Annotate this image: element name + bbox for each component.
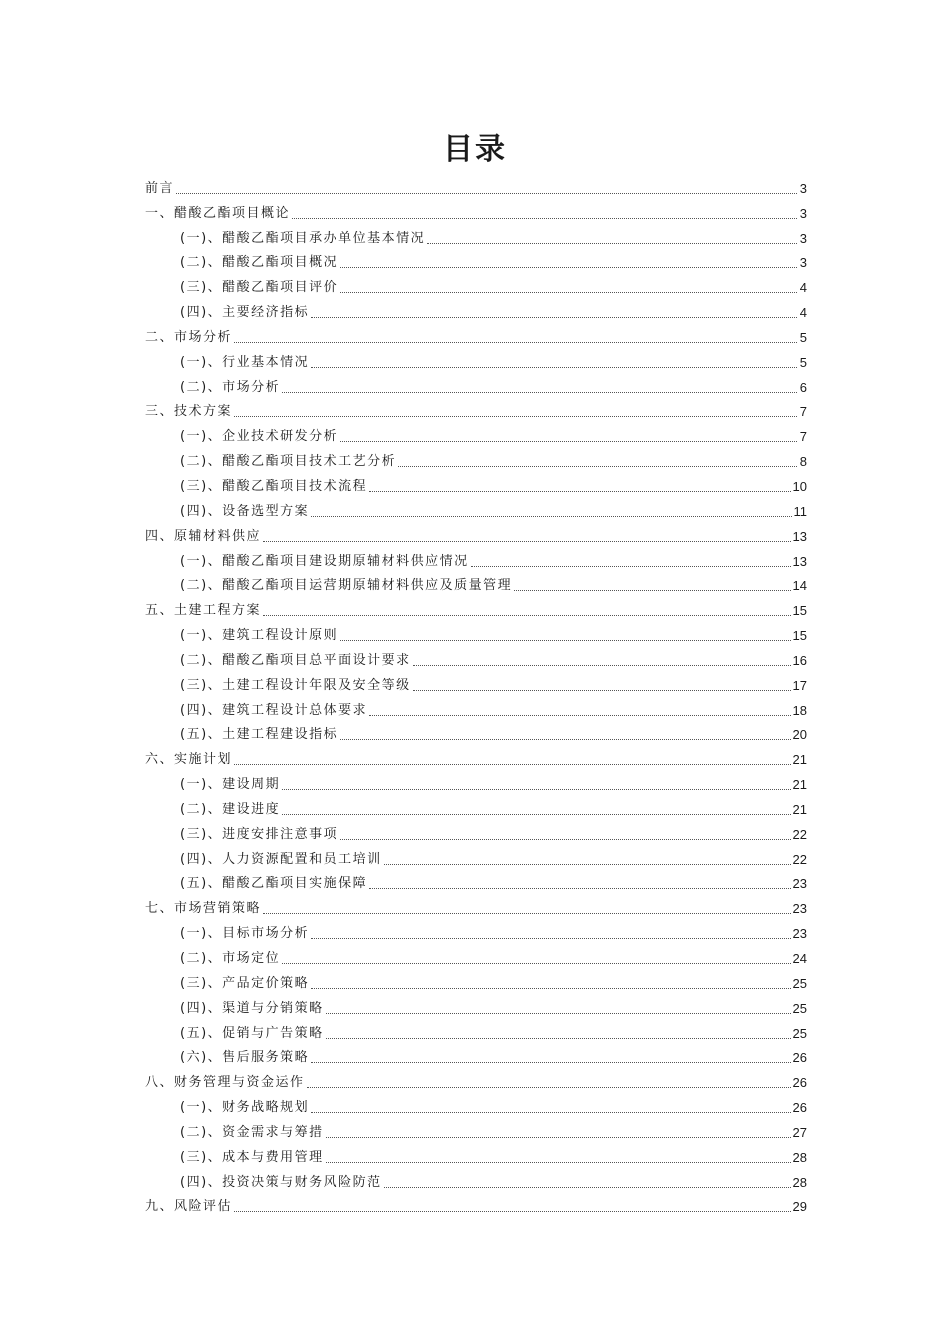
toc-section-entry[interactable]	[145, 745, 807, 770]
toc-dot-leader	[311, 515, 791, 517]
toc-page-number: 8	[799, 454, 807, 470]
toc-page-number: 5	[799, 329, 807, 345]
toc-page-number: 4	[799, 305, 807, 321]
toc-dot-leader	[234, 415, 797, 417]
toc-dot-leader	[176, 192, 797, 194]
toc-dot-leader	[471, 565, 791, 567]
toc-dot-leader	[282, 962, 790, 964]
toc-section-entry[interactable]	[145, 1193, 807, 1218]
toc-entry-label: (二)、醋酸乙酯项目运营期原辅材料供应及质量管理	[180, 578, 513, 594]
toc-entry-label: (二)、建设进度	[180, 801, 281, 817]
toc-entry-label: (五)、醋酸乙酯项目实施保障	[180, 876, 368, 892]
toc-subsection-entry[interactable]	[145, 770, 807, 795]
toc-page-number: 15	[792, 628, 807, 644]
toc-entry-label: (二)、市场定位	[180, 951, 281, 966]
toc-page-number: 25	[792, 975, 807, 991]
toc-page-number: 29	[792, 1199, 807, 1215]
toc-dot-leader	[311, 937, 790, 939]
toc-page-number: 3	[799, 205, 807, 221]
toc-subsection-entry[interactable]	[145, 944, 807, 969]
toc-subsection-entry[interactable]	[145, 497, 807, 522]
toc-entry-label: (二)、醋酸乙酯项目概况	[180, 255, 339, 271]
toc-page-number: 21	[792, 801, 807, 817]
toc-subsection-entry[interactable]	[145, 845, 807, 870]
toc-dot-leader	[384, 863, 791, 865]
toc-page-number: 22	[792, 826, 807, 842]
toc-subsection-entry[interactable]	[145, 1093, 807, 1118]
toc-entry-label: (二)、醋酸乙酯项目技术工艺分析	[180, 454, 397, 470]
toc-subsection-entry[interactable]	[145, 671, 807, 696]
toc-subsection-entry[interactable]	[145, 721, 807, 746]
toc-dot-leader	[307, 1086, 791, 1088]
toc-dot-leader	[282, 813, 790, 815]
toc-dot-leader	[234, 763, 791, 765]
toc-entry-label: (二)、醋酸乙酯项目总平面设计要求	[180, 652, 411, 668]
toc-subsection-entry[interactable]	[145, 249, 807, 274]
toc-entry-label: 九、风险评估	[145, 1199, 233, 1215]
toc-dot-leader	[340, 440, 797, 442]
toc-subsection-entry[interactable]	[145, 348, 807, 373]
toc-page-number: 25	[792, 1025, 807, 1041]
toc-section-entry[interactable]	[145, 174, 807, 199]
toc-dot-leader	[340, 266, 797, 268]
toc-subsection-entry[interactable]	[145, 447, 807, 472]
toc-entry-label: (四)、投资决策与财务风险防范	[180, 1174, 382, 1190]
toc-entry-label: 二、市场分析	[145, 329, 233, 345]
toc-subsection-entry[interactable]	[145, 621, 807, 646]
toc-page-number: 23	[792, 901, 807, 917]
toc-subsection-entry[interactable]	[145, 224, 807, 249]
toc-dot-leader	[340, 291, 797, 293]
toc-entry-label: (四)、人力资源配置和员工培训	[180, 851, 382, 867]
toc-dot-leader	[369, 714, 790, 716]
toc-page-number: 15	[792, 603, 807, 619]
toc-dot-leader	[234, 1210, 791, 1212]
toc-entry-label: (五)、土建工程建设指标	[180, 727, 339, 743]
toc-entry-label: (一)、建设周期	[180, 777, 281, 793]
toc-entry-label: (二)、资金需求与筹措	[180, 1124, 324, 1140]
toc-entry-label: (三)、醋酸乙酯项目评价	[180, 280, 339, 296]
toc-subsection-entry[interactable]	[145, 646, 807, 671]
toc-subsection-entry[interactable]	[145, 547, 807, 572]
toc-dot-leader	[234, 341, 797, 343]
toc-page-number: 16	[792, 652, 807, 668]
toc-page-number: 4	[799, 280, 807, 296]
toc-page-number: 21	[792, 752, 807, 768]
toc-page-number: 14	[792, 578, 807, 594]
toc-page-number: 18	[792, 702, 807, 718]
toc-subsection-entry[interactable]	[145, 373, 807, 398]
toc-subsection-entry[interactable]	[145, 969, 807, 994]
toc-page-number: 3	[799, 230, 807, 246]
toc-page-number: 3	[799, 255, 807, 271]
toc-page-number: 26	[792, 1100, 807, 1116]
toc-dot-leader	[263, 540, 791, 542]
toc-entry-label: 六、实施计划	[145, 752, 233, 768]
toc-dot-leader	[340, 838, 790, 840]
toc-page-number: 28	[792, 1174, 807, 1190]
toc-page-number: 22	[792, 851, 807, 867]
toc-entry-label: 八、财务管理与资金运作	[145, 1075, 305, 1091]
toc-page-number: 20	[792, 727, 807, 743]
toc-dot-leader	[384, 1186, 791, 1188]
toc-page-number: 26	[792, 1075, 807, 1091]
toc-page-number: 3	[799, 180, 807, 196]
toc-entry-label: (一)、企业技术研发分析	[180, 429, 339, 445]
toc-dot-leader	[311, 1061, 790, 1063]
toc-page-number: 23	[792, 926, 807, 942]
toc-page-number: 7	[799, 429, 807, 445]
toc-page-number: 24	[792, 951, 807, 966]
toc-entry-label: 七、市场营销策略	[145, 901, 262, 917]
toc-dot-leader	[413, 664, 791, 666]
toc-list	[145, 174, 807, 1217]
toc-entry-label: 三、技术方案	[145, 404, 233, 420]
toc-page-number: 13	[792, 528, 807, 544]
toc-entry-label: (四)、设备选型方案	[180, 503, 310, 519]
toc-subsection-entry[interactable]	[145, 1143, 807, 1168]
toc-section-entry[interactable]	[145, 894, 807, 919]
toc-dot-leader	[369, 887, 790, 889]
toc-dot-leader	[326, 1012, 791, 1014]
toc-dot-leader	[514, 589, 790, 591]
toc-subsection-entry[interactable]	[145, 422, 807, 447]
toc-entry-label: (一)、目标市场分析	[180, 926, 310, 942]
toc-subsection-entry[interactable]	[145, 273, 807, 298]
toc-subsection-entry[interactable]	[145, 919, 807, 944]
toc-entry-label: 四、原辅材料供应	[145, 528, 262, 544]
toc-section-entry[interactable]	[145, 522, 807, 547]
toc-subsection-entry[interactable]	[145, 572, 807, 597]
toc-subsection-entry[interactable]	[145, 820, 807, 845]
toc-page-number: 6	[799, 379, 807, 395]
toc-section-entry[interactable]	[145, 596, 807, 621]
toc-entry-label: (一)、建筑工程设计原则	[180, 628, 339, 644]
toc-entry-label: (三)、醋酸乙酯项目技术流程	[180, 478, 368, 494]
toc-dot-leader	[326, 1136, 791, 1138]
toc-section-entry[interactable]	[145, 199, 807, 224]
toc-dot-leader	[311, 987, 790, 989]
toc-section-entry[interactable]	[145, 323, 807, 348]
toc-page-number: 7	[799, 404, 807, 420]
toc-dot-leader	[282, 391, 797, 393]
toc-entry-label: (三)、进度安排注意事项	[180, 826, 339, 842]
toc-entry-label: (六)、售后服务策略	[180, 1050, 310, 1066]
toc-section-entry[interactable]	[145, 1068, 807, 1093]
toc-title: 目录	[443, 132, 507, 167]
toc-entry-label: (四)、建筑工程设计总体要求	[180, 702, 368, 718]
toc-dot-leader	[427, 242, 797, 244]
toc-subsection-entry[interactable]	[145, 1168, 807, 1193]
toc-subsection-entry[interactable]	[145, 1044, 807, 1069]
toc-entry-label: (四)、渠道与分销策略	[180, 1000, 324, 1016]
toc-dot-leader	[282, 788, 790, 790]
toc-dot-leader	[263, 912, 791, 914]
toc-page-number: 27	[792, 1124, 807, 1140]
toc-entry-label: 五、土建工程方案	[145, 603, 262, 619]
toc-entry-label: 前言	[145, 180, 175, 196]
toc-entry-label: (五)、促销与广告策略	[180, 1025, 324, 1041]
toc-page-number: 26	[792, 1050, 807, 1066]
toc-dot-leader	[340, 738, 790, 740]
toc-subsection-entry[interactable]	[145, 1118, 807, 1143]
toc-entry-label: (一)、醋酸乙酯项目建设期原辅材料供应情况	[180, 553, 469, 569]
toc-subsection-entry[interactable]	[145, 870, 807, 895]
toc-entry-label: (一)、行业基本情况	[180, 354, 310, 370]
toc-entry-label: (三)、成本与费用管理	[180, 1149, 324, 1165]
toc-dot-leader	[311, 1111, 790, 1113]
toc-dot-leader	[398, 465, 797, 467]
toc-page-number: 10	[792, 478, 807, 494]
toc-dot-leader	[413, 689, 791, 691]
toc-page-number: 17	[792, 677, 807, 693]
toc-dot-leader	[326, 1037, 791, 1039]
toc-subsection-entry[interactable]	[145, 472, 807, 497]
toc-page-number: 23	[792, 876, 807, 892]
toc-entry-label: (三)、土建工程设计年限及安全等级	[180, 677, 411, 693]
toc-entry-label: (二)、市场分析	[180, 379, 281, 395]
toc-subsection-entry[interactable]	[145, 994, 807, 1019]
toc-page-number: 25	[792, 1000, 807, 1016]
toc-subsection-entry[interactable]	[145, 795, 807, 820]
toc-dot-leader	[311, 366, 797, 368]
toc-subsection-entry[interactable]	[145, 696, 807, 721]
toc-dot-leader	[292, 217, 797, 219]
toc-section-entry[interactable]	[145, 398, 807, 423]
toc-dot-leader	[326, 1161, 791, 1163]
toc-page-number: 28	[792, 1149, 807, 1165]
toc-dot-leader	[369, 490, 790, 492]
toc-dot-leader	[340, 639, 790, 641]
toc-page-number: 11	[793, 503, 807, 519]
toc-dot-leader	[263, 614, 791, 616]
toc-entry-label: (一)、财务战略规划	[180, 1100, 310, 1116]
toc-page-number: 5	[799, 354, 807, 370]
toc-entry-label: (三)、产品定价策略	[180, 975, 310, 991]
toc-entry-label: (一)、醋酸乙酯项目承办单位基本情况	[180, 230, 426, 246]
toc-subsection-entry[interactable]	[145, 298, 807, 323]
toc-page-number: 13	[792, 553, 807, 569]
toc-page-number: 21	[792, 777, 807, 793]
toc-dot-leader	[311, 316, 797, 318]
toc-entry-label: (四)、主要经济指标	[180, 305, 310, 321]
toc-subsection-entry[interactable]	[145, 1019, 807, 1044]
toc-entry-label: 一、醋酸乙酯项目概论	[145, 205, 291, 221]
